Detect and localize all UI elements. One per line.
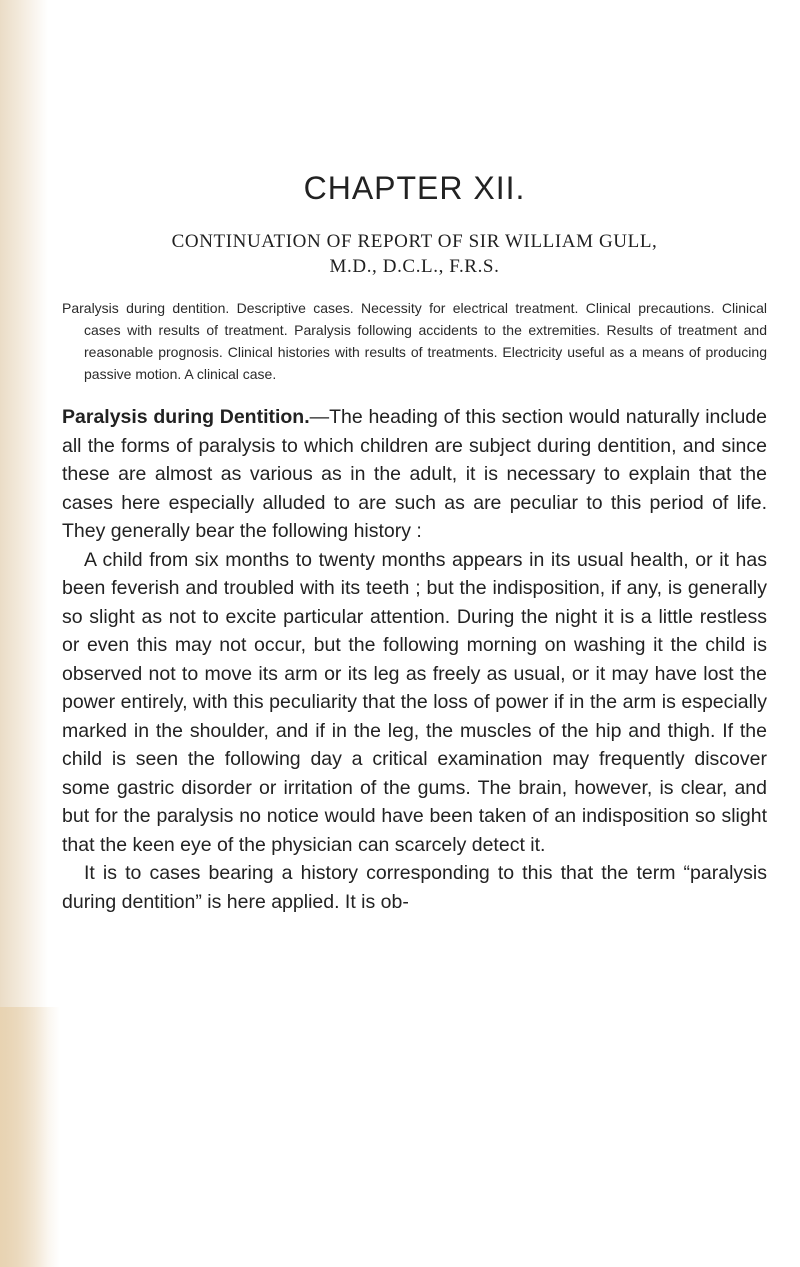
section-paragraph-1 xyxy=(62,403,767,546)
page-edge-shadow xyxy=(0,1007,60,1267)
report-title-line-1: CONTINUATION OF REPORT OF SIR WILLIAM GULL, xyxy=(171,231,658,252)
section-paragraph-2: A child from six months to twenty months appears in its usual health, or it has been feverish and troubled with its teeth ; but the indisposition, if any, is generally so slight as not to excite particular attention. During the night it is a little restless or even this may not occur, but the following morning on washing it the child is observed not to move its arm or its leg as freely as usual, or it may have lost the power entirely, with this peculiarity that the loss of power if in the arm is especially marked in the shoulder, and if in the leg, the muscles of the hip and thigh. If the child is seen the following day a critical examination may frequently discover some gastric disorder or irritation of the gums. The brain, however, is clear, and but for the paralysis no notice would have been taken of an indisposition so slight that the keen eye of the physician can scarcely detect it. xyxy=(62,548,767,856)
chapter-title: CHAPTER XII. xyxy=(303,170,526,206)
chapter-synopsis: Paralysis during dentition. Descriptive cases. Necessity for electrical treatment. Clinical precautions. Clinical cases with results of treatment. Paralysis following accidents to the extremities. Results of treatment and reasonable prognosis. Clinical histories with results of treatments. Electricity useful as a means of producing passive motion. A clinical case. xyxy=(62,300,767,382)
section-paragraph-1-text: —The heading of this section would naturally include all the forms of paralysis to which children are subject during dentition, and since these are almost as various as in the adult, it is necessary to explain that the cases here especially alluded to are such as are peculiar to this period of life. They generally bear the following history : xyxy=(62,406,767,542)
report-title xyxy=(62,229,767,279)
section-paragraph-3: It is to cases bearing a history corresponding to this that the term “paralysis during dentition” is here applied. It is ob- xyxy=(62,862,767,913)
report-title-line-2: M.D., D.C.L., F.R.S. xyxy=(329,256,500,277)
section-heading: Paralysis during Dentition. xyxy=(62,406,310,428)
page-content xyxy=(62,170,767,916)
